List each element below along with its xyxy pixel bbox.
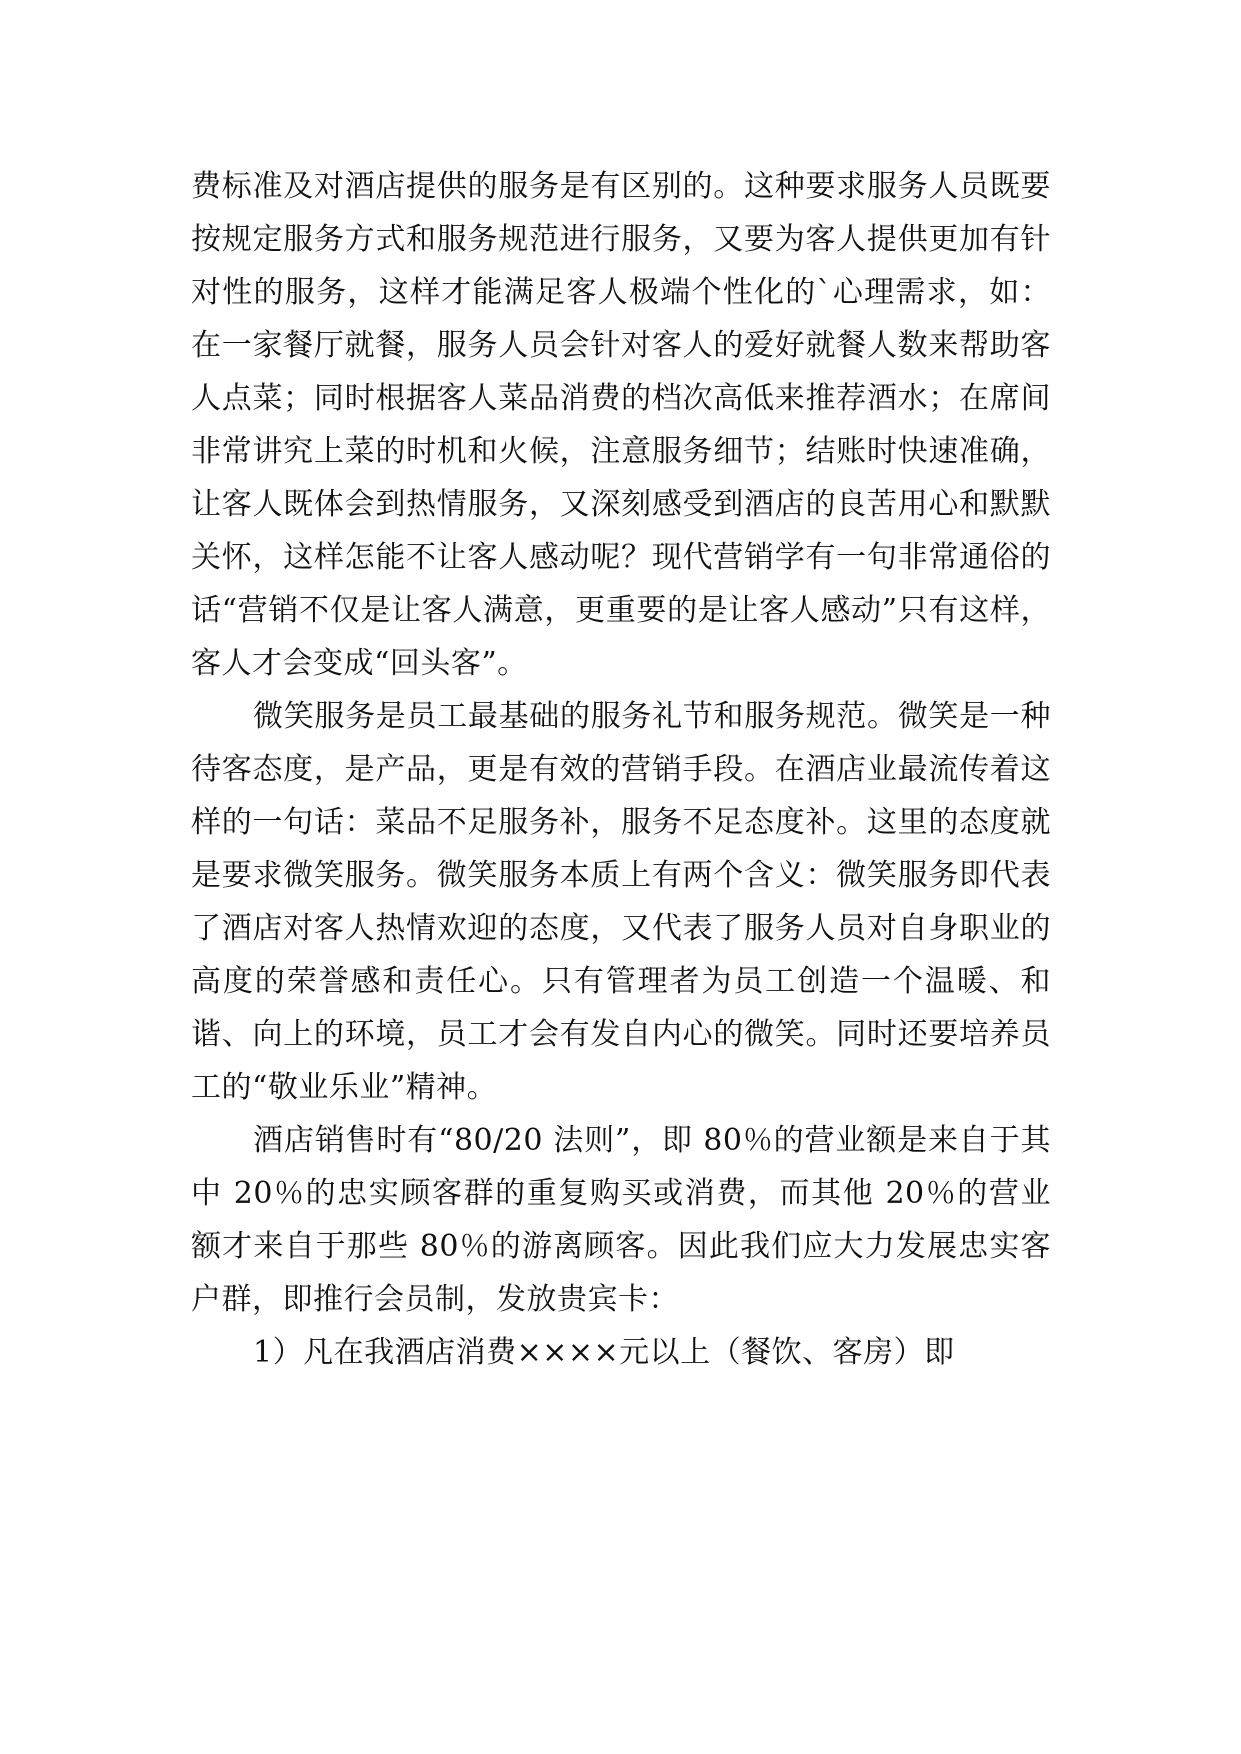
- paragraph-4: 1）凡在我酒店消费××××元以上（餐饮、客房）即: [253, 1335, 955, 1370]
- paragraph-2: 微笑服务是员工最基础的服务礼节和服务规范。微笑是一种待客态度，是产品，更是有效的营销手段。在酒店业最流传着这样的一句话：菜品不足服务补，服务不足态度补。这里的态度就是要求微笑服务。微笑服务本质上有两个含义：微笑服务即代表了酒店对客人热情欢迎的态度，又代表了服务人员对自身职业的高度的荣誉感和责任心。只有管理者为员工创造一个温暖、和谐、向上的环境，员工才会有发自内心的微笑。同时还要培养员工的“敬业乐业”精神。: [191, 699, 1051, 1105]
- paragraph-1: 费标准及对酒店提供的服务是有区别的。这种要求服务人员既要按规定服务方式和服务规范进行服务，又要为客人提供更加有针对性的服务，这样才能满足客人极端个性化的`心理需求，如：在一家餐厅就餐，服务人员会针对客人的爱好就餐人数来帮助客人点菜；同时根据客人菜品消费的档次高低来推荐酒水；在席间非常讲究上菜的时机和火候，注意服务细节；结账时快速准确，让客人既体会到热情服务，又深刻感受到酒店的良苦用心和默默关怀，这样怎能不让客人感动呢？现代营销学有一句非常通俗的话“营销不仅是让客人满意，更重要的是让客人感动”只有这样，客人才会变成“回头客”。: [191, 169, 1051, 681]
- document-body: [191, 160, 1051, 1379]
- paragraph-3: 酒店销售时有“80/20 法则”，即 80％的营业额是来自于其中 20％的忠实顾客群的重复购买或消费，而其他 20％的营业额才来自于那些 80％的游离顾客。因此我们应大力发展忠实客户群，即推行会员制，发放贵宾卡：: [191, 1123, 1051, 1317]
